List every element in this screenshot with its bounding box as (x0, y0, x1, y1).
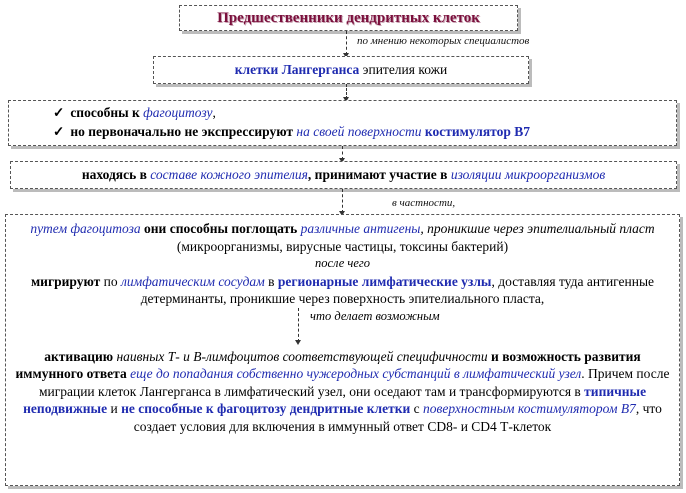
arrow-3 (342, 146, 344, 160)
migration-paragraph: мигрируют по лимфатическим сосудам в регионарные лимфатические узлы, доставляя туда антигенные детерминанты, проникшие через поверхность эпителиального пласта, (30, 273, 655, 306)
note-in-particular: в частности, (392, 197, 456, 209)
langerhans-cells: клетки Лангерганса (234, 62, 360, 77)
capabilities-box (8, 100, 677, 146)
isolation-box: находясь в составе кожного эпителия, принимают участие в изоляции микроорганизмов (10, 161, 677, 189)
arrow-4 (342, 189, 344, 213)
note-some-specialists: по мнению некоторых специалистов (357, 35, 530, 47)
mechanism-box (5, 214, 680, 486)
after-which-label: после чего (314, 256, 371, 270)
capability-phagocytosis: ✓ способны к фагоцитозу, (53, 105, 216, 120)
phagocytosis-paragraph: путем фагоцитоза они способны поглощать различные антигены, проникшие через эпителиальный пласт (микроорганизмы, вирусные частицы, токсины бактерий) (30, 221, 655, 254)
skin-epithelium: эпителия кожи (359, 62, 448, 77)
arrow-5 (298, 308, 300, 342)
precursors-title: Предшественники дендритных клеток (217, 10, 480, 26)
arrow-1 (346, 31, 348, 55)
activation-paragraph: активацию наивных Т- и В-лимфоцитов соответствующей специфичности и возможность развития иммунного ответа еще до попадания собственно чужеродных субстанций в лимфатический узел. Причем после миграции клеток Лангерганса в лимфатический узел, они оседают там и трансформируются в типичные неподвижные и не способные к фагоцитозу дендритные клетки с поверхностным костимулятором В7, что создает условия для включения в иммунный ответ CD8- и CD4 Т-клеток (15, 348, 670, 434)
langerhans-box (153, 56, 529, 84)
arrow-2 (346, 84, 348, 99)
microorganism-isolation: изоляции микроорганизмов (450, 167, 606, 182)
which-makes-possible-label: что делает возможным (310, 308, 440, 323)
capability-no-b7: ✓ но первоначально не экспрессируют на своей поверхности костимулятор В7 (53, 124, 530, 139)
epithelium-composition: составе кожного эпителия (150, 167, 308, 182)
check-icon: ✓ (53, 105, 65, 120)
possible-row (14, 308, 671, 348)
check-icon: ✓ (53, 124, 65, 139)
precursors-box (179, 5, 518, 31)
